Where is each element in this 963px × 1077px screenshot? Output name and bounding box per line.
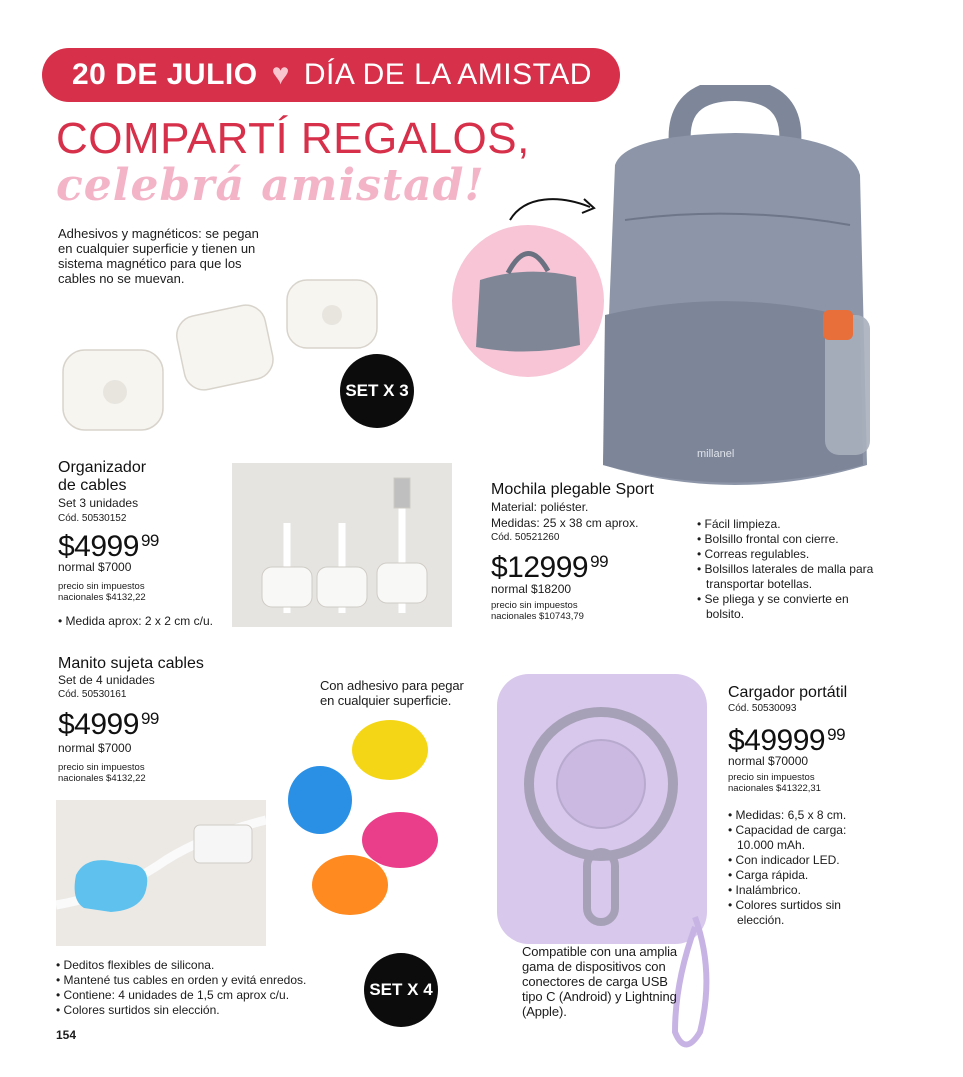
banner-date: 20 DE JULIO bbox=[72, 58, 258, 91]
charger-name: Cargador portátil bbox=[728, 684, 848, 701]
charger-normal-price: normal $70000 bbox=[728, 754, 809, 768]
organizer-normal-price: normal $7000 bbox=[58, 560, 132, 574]
hand-holder-features bbox=[56, 958, 356, 1018]
backpack-image bbox=[585, 85, 875, 505]
hand-holder-price: $4999 $^{99}$ bbox=[58, 708, 159, 741]
folded-backpack-image bbox=[452, 225, 604, 377]
banner-event: DÍA DE LA AMISTAD bbox=[303, 58, 592, 91]
organizer-tax-line2: nacionales $4132,22 bbox=[58, 592, 146, 603]
list-item: • Colores surtidos sin elección. bbox=[728, 898, 858, 928]
organizer-tax-line1: precio sin impuestos bbox=[58, 581, 145, 592]
hand-holder-tax-line2: nacionales $4132,22 bbox=[58, 773, 146, 784]
page-number: 154 bbox=[56, 1028, 77, 1042]
cable-clips-image bbox=[55, 270, 395, 450]
backpack-features bbox=[697, 517, 883, 622]
backpack-code: Cód. 50521260 bbox=[491, 532, 560, 543]
backpack-name: Mochila plegable Sport bbox=[491, 481, 654, 498]
list-item: • Contiene: 4 unidades de 1,5 cm aprox c/u. bbox=[56, 988, 356, 1003]
page-subtitle: celebrá amistad! bbox=[56, 160, 485, 211]
list-item: • Medida aprox: 2 x 2 cm c/u. bbox=[58, 614, 238, 629]
list-item: • Correas regulables. bbox=[697, 547, 883, 562]
organizer-name-line1: Organizador bbox=[58, 459, 147, 476]
hand-holder-normal-price: normal $7000 bbox=[58, 741, 132, 755]
organizer-usage-photo bbox=[232, 463, 452, 627]
list-item: • Fácil limpieza. bbox=[697, 517, 883, 532]
list-item: • Mantené tus cables en orden y evitá enredos. bbox=[56, 973, 356, 988]
backpack-brand: millanel bbox=[697, 448, 735, 460]
set-x4-badge: SET X 4 bbox=[364, 953, 438, 1027]
charger-tax-line1: precio sin impuestos bbox=[728, 772, 815, 783]
hand-holder-tax-line1: precio sin impuestos bbox=[58, 762, 145, 773]
list-item: • Carga rápida. bbox=[728, 868, 858, 883]
list-item: • Bolsillos laterales de malla para transportar botellas. bbox=[697, 562, 883, 592]
organizer-units: Set 3 unidades bbox=[58, 496, 139, 510]
list-item: • Inalámbrico. bbox=[728, 883, 858, 898]
organizer-features bbox=[58, 614, 238, 629]
date-banner bbox=[42, 48, 620, 102]
charger-compat-note: Compatible con una amplia gama de dispositivos con conectores de carga USB tipo C (Android) y Lightning (Apple). bbox=[522, 944, 678, 1019]
list-item: • Bolsillo frontal con cierre. bbox=[697, 532, 883, 547]
list-item: • Colores surtidos sin elección. bbox=[56, 1003, 356, 1018]
charger-features bbox=[728, 808, 858, 928]
set-x3-badge: SET X 3 bbox=[340, 354, 414, 428]
hand-holder-units: Set de 4 unidades bbox=[58, 673, 155, 687]
backpack-tax-line2: nacionales $10743,79 bbox=[491, 611, 584, 622]
page-title: COMPARTÍ REGALOS, bbox=[56, 114, 530, 163]
backpack-normal-price: normal $18200 bbox=[491, 582, 572, 596]
list-item: • Deditos flexibles de silicona. bbox=[56, 958, 356, 973]
organizer-intro: Adhesivos y magnéticos: se pegan en cualquier superficie y tienen un sistema magnético para que los cables no se muevan. bbox=[58, 226, 259, 286]
organizer-price: $4999 $^{99}$ bbox=[58, 530, 159, 563]
organizer-name-line2: de cables bbox=[58, 477, 127, 494]
hand-holders-image bbox=[280, 710, 460, 940]
charger-price: $49999 $^{99}$ bbox=[728, 724, 846, 757]
backpack-measures: Medidas: 25 x 38 cm aprox. bbox=[491, 516, 639, 530]
list-item: • Medidas: 6,5 x 8 cm. bbox=[728, 808, 858, 823]
backpack-price: $12999 $^{99}$ bbox=[491, 551, 609, 584]
list-item: • Capacidad de carga: 10.000 mAh. bbox=[728, 823, 858, 853]
heart-icon: ♥ bbox=[271, 58, 290, 91]
hand-holder-code: Cód. 50530161 bbox=[58, 689, 127, 700]
list-item: • Con indicador LED. bbox=[728, 853, 858, 868]
hand-holder-adhesive-note: Con adhesivo para pegar en cualquier superficie. bbox=[320, 678, 464, 708]
charger-tax-line2: nacionales $41322,31 bbox=[728, 783, 821, 794]
organizer-code: Cód. 50530152 bbox=[58, 513, 127, 524]
list-item: • Se pliega y se convierte en bolsito. bbox=[697, 592, 883, 622]
charger-code: Cód. 50530093 bbox=[728, 703, 797, 714]
hand-holder-name: Manito sujeta cables bbox=[58, 655, 204, 672]
hand-holder-usage-photo bbox=[56, 800, 266, 946]
backpack-tax-line1: precio sin impuestos bbox=[491, 600, 578, 611]
backpack-material: Material: poliéster. bbox=[491, 500, 589, 514]
